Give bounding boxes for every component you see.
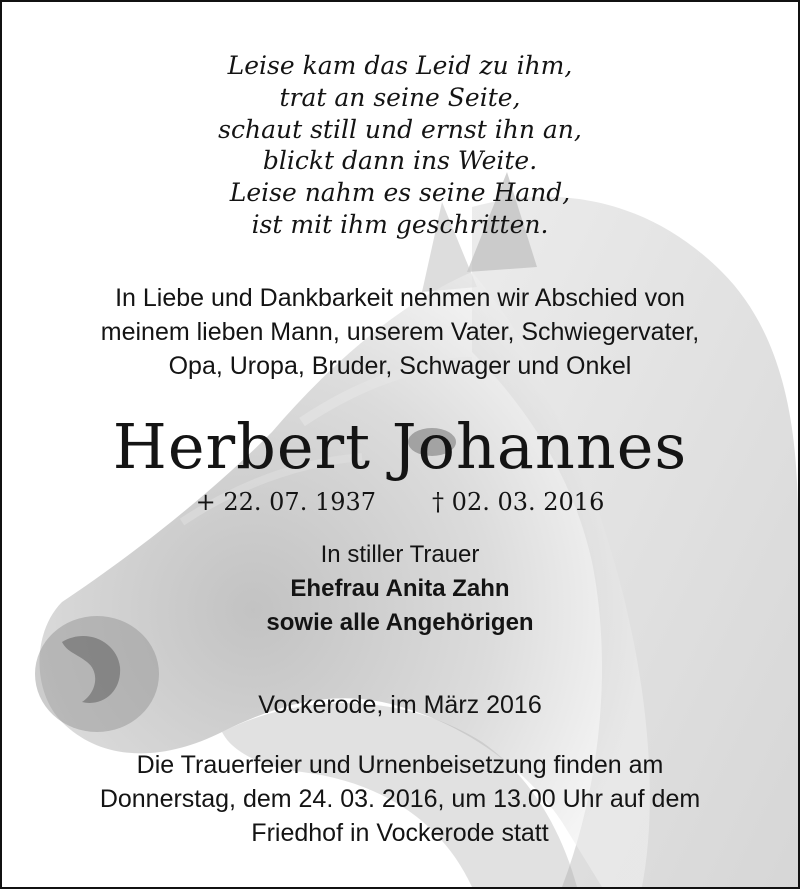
- farewell-text: [2, 281, 798, 383]
- poem-line: ist mit ihm geschritten.: [251, 209, 549, 239]
- mourners-block: [2, 538, 798, 640]
- deceased-name: Herbert Johannes: [112, 410, 688, 483]
- life-dates: [2, 487, 798, 517]
- poem-line: Leise nahm es seine Hand,: [229, 178, 571, 208]
- mourners-heading: In stiller Trauer: [320, 541, 480, 568]
- birth-date: + 22. 07. 1937: [195, 488, 377, 516]
- death-date: † 02. 03. 2016: [432, 488, 605, 516]
- ceremony-info: [2, 748, 798, 850]
- poem-line: schaut still und ernst ihn an,: [218, 114, 582, 144]
- poem-line: trat an seine Seite,: [279, 82, 521, 112]
- farewell-line: meinem lieben Mann, unserem Vater, Schwiegervater,: [100, 318, 700, 346]
- poem-line: Leise kam das Leid zu ihm,: [227, 51, 573, 80]
- ceremony-line: Die Trauerfeier und Urnenbeisetzung finden am: [136, 751, 664, 779]
- mourner-name: Ehefrau Anita Zahn: [290, 575, 510, 602]
- place-date: Vockerode, im März 2016: [258, 691, 542, 719]
- poem: [2, 50, 798, 241]
- poem-line: blickt dann ins Weite.: [262, 146, 538, 176]
- ceremony-line: Donnerstag, dem 24. 03. 2016, um 13.00 Uhr auf dem: [99, 785, 701, 813]
- farewell-line: Opa, Uropa, Bruder, Schwager und Onkel: [168, 352, 632, 380]
- farewell-line: In Liebe und Dankbarkeit nehmen wir Abschied von: [115, 284, 685, 312]
- mourner-name: sowie alle Angehörigen: [266, 609, 534, 636]
- ceremony-line: Friedhof in Vockerode statt: [251, 819, 549, 847]
